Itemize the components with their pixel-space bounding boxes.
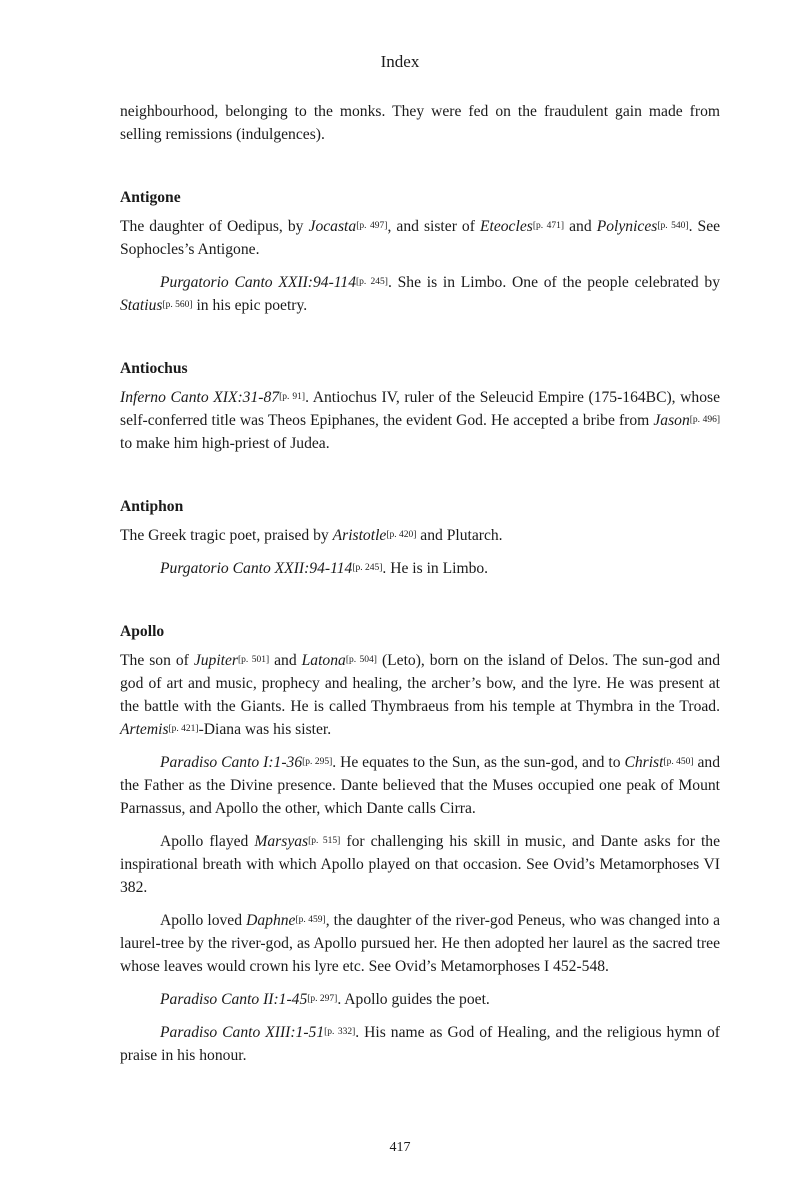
entry-heading: Antiphon: [120, 498, 184, 515]
entry-paragraph: Apollo flayed Marsyas[p. 515] for challenging his skill in music, and Dante asks for the inspirational breath with which Apollo played on that occasion. See Ovid’s Metamorphoses VI 382.: [120, 833, 721, 896]
entry-paragraph: Purgatorio Canto XXII:94-114[p. 245]. She is in Limbo. One of the people celebrated by Statius[p. 560] in his epic poetry.: [120, 274, 720, 314]
cross-reference-link[interactable]: Daphne: [246, 912, 296, 929]
cross-reference-link[interactable]: Polynices: [596, 218, 658, 235]
entry-antiochus: [120, 357, 720, 455]
page-reference: [p. 504]: [345, 655, 377, 665]
canto-citation-link[interactable]: Purgatorio Canto XXII:94-114: [160, 274, 357, 291]
continuation-paragraph: neighbourhood, belonging to the monks. They were fed on the fraudulent gain made from selling remissions (indulgences).: [120, 103, 720, 143]
cross-reference-link[interactable]: Statius: [120, 297, 163, 314]
cross-reference-link[interactable]: Jason: [653, 412, 690, 429]
page-reference: [p. 496]: [689, 415, 721, 425]
canto-citation-link[interactable]: Inferno Canto XIX:31-87: [120, 389, 280, 406]
entry-paragraph: The son of Jupiter[p. 501] and Latona[p. 504] (Leto), born on the island of Delos. The sun-god and god of art and music, prophecy and healing, the archer’s bow, and the lyre. He was present at the battle with the Giants. He is called Thymbraeus from his temple at Thymbra in the Troad. Artemis[p. 421]-Diana was his sister.: [120, 652, 721, 738]
page-reference: [p. 245]: [352, 563, 383, 573]
entry-antiphon: [120, 495, 720, 580]
page-number: 417: [389, 1140, 411, 1155]
page-reference: [p. 497]: [356, 221, 388, 231]
canto-citation-link[interactable]: Paradiso Canto II:1-45: [160, 991, 308, 1008]
cross-reference-link[interactable]: Jupiter: [193, 652, 238, 669]
page-reference: [p. 560]: [162, 300, 193, 310]
page-reference: [p. 459]: [295, 915, 326, 925]
page-reference: [p. 501]: [237, 655, 270, 665]
canto-citation-link[interactable]: Purgatorio Canto XXII:94-114: [160, 560, 353, 577]
page-reference: [p. 540]: [657, 221, 689, 231]
entry-paragraph: Paradiso Canto XIII:1-51[p. 332]. His name as God of Healing, and the religious hymn of praise in his honour.: [120, 1024, 720, 1064]
entry-paragraph: The Greek tragic poet, praised by Aristotle[p. 420] and Plutarch.: [120, 527, 503, 544]
entry-heading: Antigone: [120, 189, 181, 206]
page-reference: [p. 420]: [386, 530, 417, 540]
page-reference: [p. 332]: [324, 1027, 356, 1037]
cross-reference-link[interactable]: Artemis: [120, 721, 169, 738]
entry-paragraph: Inferno Canto XIX:31-87[p. 91]. Antiochus IV, ruler of the Seleucid Empire (175-164BC), whose self-conferred title was Theos Epiphanes, the evident God. He accepted a bribe from Jason[p. 496] to make him high-priest of Judea.: [120, 389, 721, 452]
page-reference: [p. 515]: [308, 836, 341, 846]
cross-reference-link[interactable]: Latona: [301, 652, 346, 669]
entry-heading: Apollo: [120, 623, 165, 640]
canto-citation-link[interactable]: Paradiso Canto I:1-36: [160, 754, 303, 771]
page-reference: [p. 295]: [302, 757, 333, 767]
canto-citation-link[interactable]: Paradiso Canto XIII:1-51: [160, 1024, 325, 1041]
entry-antigone: [120, 186, 720, 317]
entry-paragraph: Apollo loved Daphne[p. 459], the daughter of the river-god Peneus, who was changed into a laurel-tree by the river-god, as Apollo pursued her. He then adopted her laurel as the sacred tree whose leaves would crown his lyre etc. See Ovid’s Metamorphoses I 452-548.: [120, 912, 720, 975]
page-reference: [p. 450]: [663, 757, 694, 767]
entry-paragraph: Purgatorio Canto XXII:94-114[p. 245]. He is in Limbo.: [160, 560, 489, 577]
running-head: Index: [380, 52, 420, 71]
page-reference: [p. 471]: [532, 221, 565, 231]
cross-reference-link[interactable]: Jocasta: [308, 218, 357, 235]
entry-paragraph: Paradiso Canto II:1-45[p. 297]. Apollo guides the poet.: [160, 991, 490, 1008]
cross-reference-link[interactable]: Christ: [624, 754, 664, 771]
page-reference: [p. 91]: [279, 392, 306, 402]
cross-reference-link[interactable]: Aristotle: [332, 527, 387, 544]
page-reference: [p. 297]: [307, 994, 338, 1004]
entry-paragraph: Paradiso Canto I:1-36[p. 295]. He equates to the Sun, as the sun-god, and to Christ[p. 450] and the Father as the Divine presence. Dante believed that the Muses occupied one peak of Mount Parnassus, and Apollo the other, which Dante calls Cirra.: [120, 754, 721, 817]
entry-heading: Antiochus: [120, 360, 188, 377]
entry-paragraph: The daughter of Oedipus, by Jocasta[p. 497], and sister of Eteocles[p. 471] and Polynices[p. 540]. See Sophocles’s Antigone.: [120, 218, 721, 258]
cross-reference-link[interactable]: Eteocles: [479, 218, 533, 235]
entry-apollo: [120, 620, 720, 1067]
page-reference: [p. 421]: [168, 724, 199, 734]
page-body: [120, 100, 720, 1067]
cross-reference-link[interactable]: Marsyas: [254, 833, 309, 850]
page-reference: [p. 245]: [356, 277, 388, 287]
